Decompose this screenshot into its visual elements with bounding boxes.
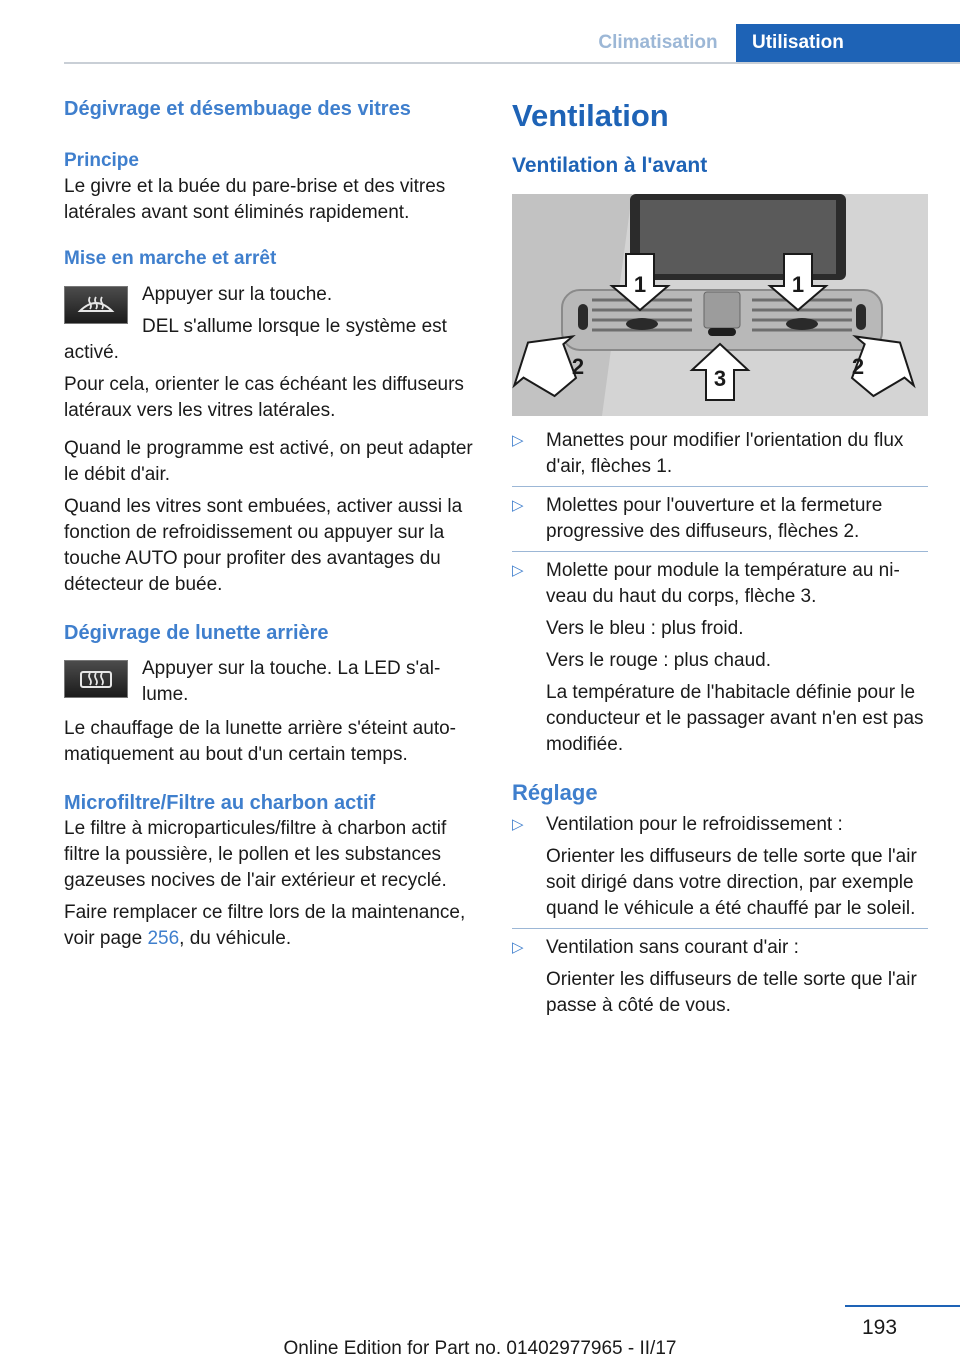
microfiltre-p1: Le filtre à microparticules/filtre à charbon actif filtre la poussière, le pollen et les substances gazeuses nocives de l'air extérieur et recyclé. [64,818,447,891]
reglage-bullet-text-2: Ventilation sans courant d'air : [546,937,799,958]
bullet-triangle-icon: ▷ [512,562,524,579]
list-item [512,935,928,1019]
microfiltre-p2-after: , du véhicule. [179,928,292,949]
section-title-degivrage: Dégivrage et désembuage des vitres [64,98,411,120]
list-divider [512,486,928,487]
figure-label-3: 3 [713,366,727,391]
vent-bullet-list [512,428,928,758]
figure-label-1-left: 1 [633,272,647,297]
list-item [512,558,928,758]
left-column [64,96,478,952]
principe-text: Le givre et la buée du pare-brise et des vitres latérales avant sont éliminés rapidement. [64,176,446,223]
vent-illustration [512,194,928,416]
bullet-text-1: Manettes pour modifier l'orientation du flux d'air, flèches 1. [546,430,904,477]
right-column [512,96,928,1019]
bullet-text-3: Molette pour module la température au niveau du haut du corps, flèche 3. [546,560,900,607]
list-divider [512,551,928,552]
lunette-p1: Appuyer sur la touche. La LED s'allume. [142,658,441,705]
bullet-3-sub-1: Vers le bleu : plus froid. [546,618,744,639]
bullet-triangle-icon: ▷ [512,816,524,833]
footer-edition: Online Edition for Part no. 01402977965 - II/17 [283,1338,677,1359]
figure-label-1-right: 1 [791,272,805,297]
reglage-bullet-text-1: Ventilation pour le refroidissement : [546,814,843,835]
figure-label-2-right: 2 [851,354,865,379]
list-item [512,493,928,545]
list-item [512,812,928,922]
section-title-ventilation: Ventilation [512,98,669,133]
reglage-bullet-1-sub: Orienter les diffuseurs de telle sorte que l'air soit dirigé dans votre direction, par exemple quand le véhicule a été chauffé par le soleil. [546,846,917,919]
subtitle-ventilation-avant: Ventilation à l'avant [512,154,708,177]
microfiltre-p2-before: Faire remplacer ce filtre lors de la maintenance, voir page [64,902,466,949]
heading-principe: Principe [64,150,139,171]
section-title-microfiltre: Microfiltre/Filtre au charbon actif [64,792,376,814]
defrost-windshield-block [64,282,478,366]
reglage-bullet-list [512,812,928,1019]
marche-p1: Appuyer sur la touche. [142,284,333,305]
heading-mise-en-marche: Mise en marche et arrêt [64,248,277,269]
figure-label-2-left: 2 [571,354,585,379]
bullet-triangle-icon: ▷ [512,939,524,956]
marche-p4: Quand le programme est activé, on peut adapter le débit d'air. [64,438,473,485]
reglage-bullet-2-sub: Orienter les diffuseurs de telle sorte que l'air passe à côté de vous. [546,969,917,1016]
windshield-defrost-button-icon [64,286,128,324]
section-title-reglage: Réglage [512,780,598,805]
vent-figure [512,194,928,416]
section-title-lunette: Dégivrage de lunette arrière [64,622,329,644]
list-item [512,428,928,480]
bullet-text-2: Molettes pour l'ouverture et la fermeture progressive des diffuseurs, flèches 2. [546,495,883,542]
marche-p2: DEL s'allume lorsque le système est activé. [64,316,447,363]
header-tab-utilisation[interactable]: Utilisation [736,24,960,62]
bullet-triangle-icon: ▷ [512,432,524,449]
page-link-256[interactable]: 256 [147,928,180,949]
marche-p5: Quand les vitres sont embuées, activer aussi la fonction de refroidissement ou appuyer sur la touche AUTO pour profiter des avantages du détecteur de buée. [64,496,463,595]
marche-p3: Pour cela, orienter le cas échéant les diffuseurs latéraux vers les vitres latérales. [64,374,464,421]
bullet-triangle-icon: ▷ [512,497,524,514]
bullet-3-sub-2: Vers le rouge : plus chaud. [546,650,771,671]
header-divider [64,62,960,64]
rear-window-defrost-button-icon [64,660,128,698]
header-tab-climatisation[interactable]: Climatisation [598,32,718,53]
microfiltre-p2 [64,900,478,952]
lunette-p2: Le chauffage de la lunette arrière s'éteint automatiquement au bout d'un certain temps. [64,718,456,765]
list-divider [512,928,928,929]
rear-defrost-block [64,656,478,708]
page-number: 193 [862,1316,898,1339]
page-number-rule [845,1305,960,1307]
bullet-3-sub-3: La température de l'habitacle définie pour le conducteur et le passager avant n'en est pas modifiée. [546,682,924,755]
